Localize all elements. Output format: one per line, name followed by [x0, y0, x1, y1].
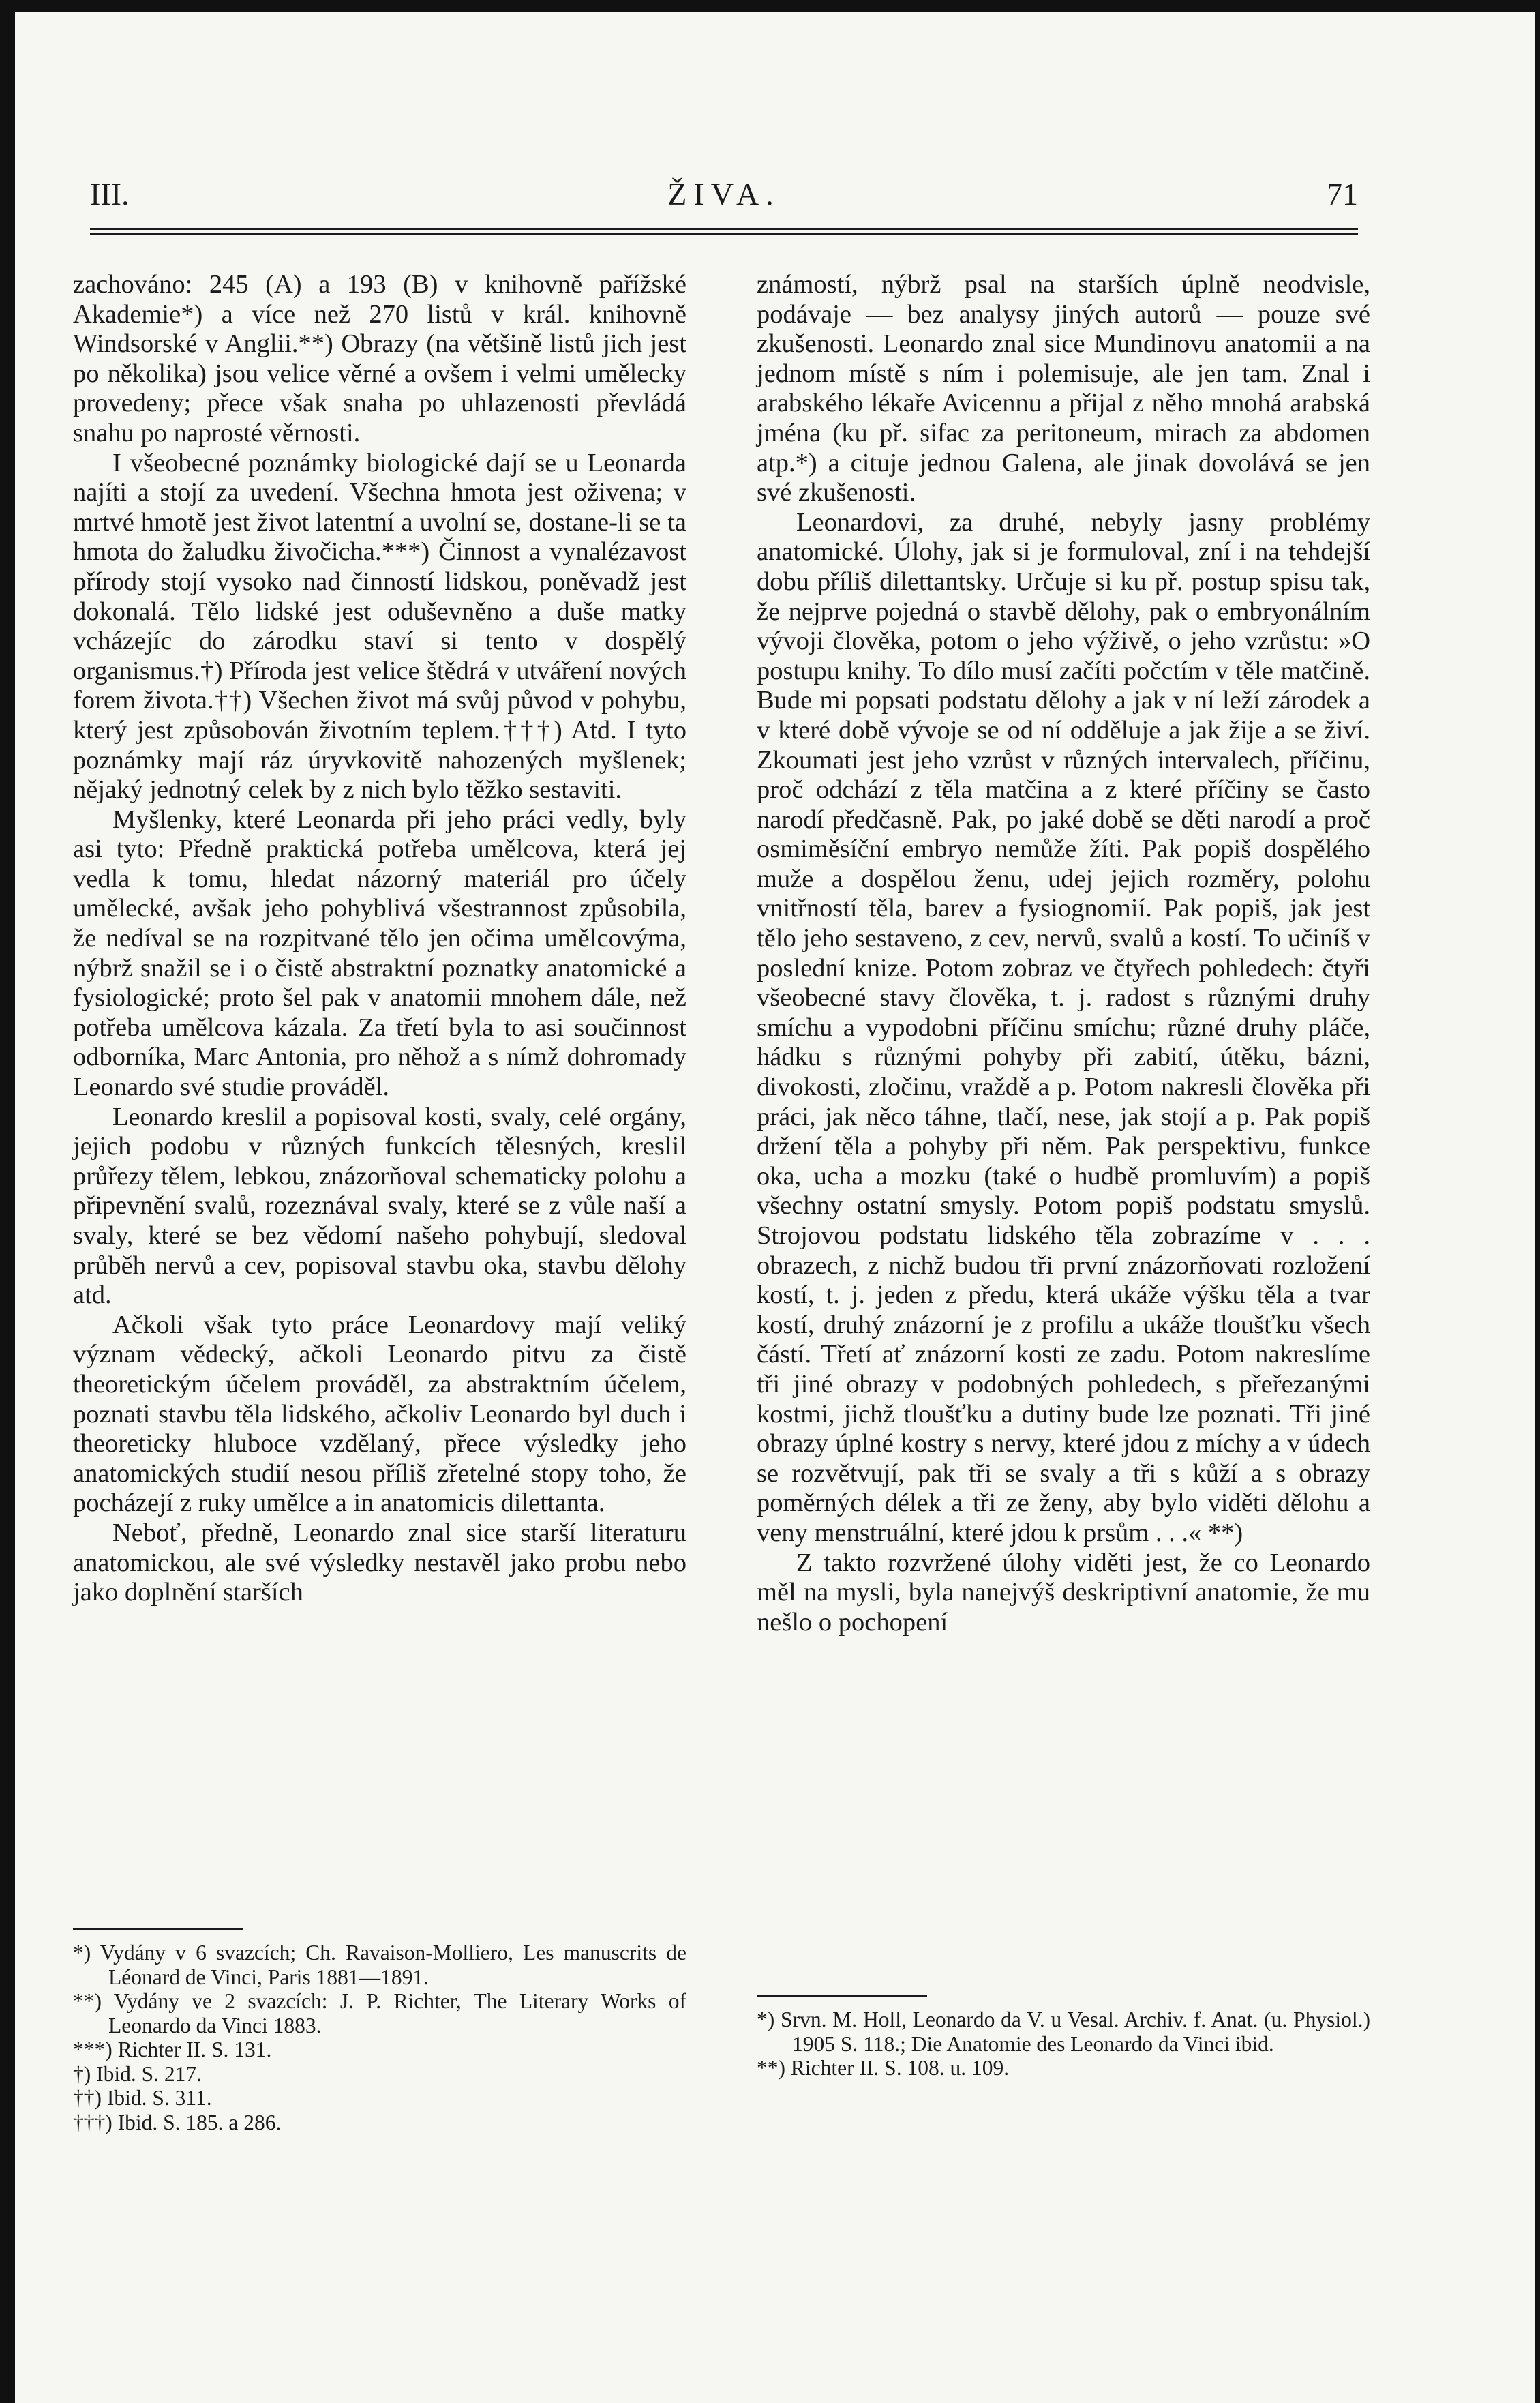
header-rule	[90, 233, 1358, 235]
paragraph: známostí, nýbrž psal na starších úplně neodvisle, podávaje — bez analysy jiných autorů — pouze své zkušenosti. Leonardo znal sice Mundinovu anatomii a na jednom místě s ním i polemisuje, ale jen tam. Znal i arabského lékaře Avicennu a přijal z něho mnohá arabská jména (ku př. sifac za peritoneum, mirach za abdomen atp.*) a cituje jednou Galena, ale jinak dovolává se jen své zkušenosti.	[757, 270, 1370, 507]
footnote: *) Srvn. M. Holl, Leonardo da V. u Vesal. Archiv. f. Anat. (u. Physiol.) 1905 S. 118.; Die Anatomie des Leonardo da Vinci ibid.	[757, 2008, 1370, 2056]
footnote-rule	[73, 1928, 243, 1930]
paragraph: Ačkoli však tyto práce Leonardovy mají veliký význam vědecký, ačkoli Leonardo pitvu za čistě theoretickým účelem prováděl, za abstraktním účelem, poznati stavbu těla lidského, ačkoliv Leonardo byl duch i theoreticky hluboce vzdělaný, přece výsledky jeho anatomických studií nesou příliš zřetelné stopy toho, že pocházejí z ruky umělce a in anatomicis dilettanta.	[73, 1310, 686, 1518]
left-column	[73, 270, 686, 1608]
footnote: *) Vydány v 6 svazcích; Ch. Ravaison-Molliero, Les manuscrits de Léonard de Vinci, Paris 1881—1891.	[73, 1941, 686, 1989]
footnote: †) Ibid. S. 217.	[73, 2061, 202, 2086]
paragraph: Z takto rozvržené úlohy viděti jest, že co Leonardo měl na mysli, byla nanejvýš deskriptivní anatomie, že mu nešlo o pochopení	[757, 1548, 1370, 1637]
paragraph: I všeobecné poznámky biologické dají se u Leonarda najíti a stojí za uvedení. Všechna hmota jest oživena; v mrtvé hmotě jest život latentní a uvolní se, dostane-li se ta hmota do žaludku živočicha.***) Činnost a vynalézavost přírody stojí vysoko nad činností lidskou, poněvadž jest dokonalá. Tělo lidské jest oduševněno a duše matky vcházejíc do zárodku staví si tento v dospělý organismus.†) Příroda jest velice štědrá v utváření nových forem života.††) Všechen život má svůj původ v pohybu, který jest způsobován životním teplem.†††) Atd. I tyto poznámky mají ráz úryvkovitě nahozených myšlenek; nějaký jednotný celek by z nich bylo těžko sestaviti.	[73, 448, 686, 805]
paragraph: Leonardovi, za druhé, nebyly jasny problémy anatomické. Úlohy, jak si je formuloval, zní i na tehdejší dobu příliš dilettantsky. Určuje si ku př. postup spisu tak, že nejprve pojedná o stavbě dělohy, pak o embryonálním vývoji člověka, potom o jeho výživě, o jeho vzrůstu: »O postupu knihy. To dílo musí začíti počctím v těle matčině. Bude mi popsati podstatu dělohy a jak v ní leží zárodek a v které době vývoje se od ní odděluje a jak žije a se živí. Zkoumati jest jeho vzrůst v různých intervalech, příčinu, proč odchází z těla matčina a z které příčiny se často narodí předčasně. Pak, po jaké době se děti narodí a proč osmiměsíční embryo nemůže žíti. Pak popiš dospělého muže a dospělou ženu, udej jejich rozměry, polohu vnitřností těla, barev a fysiognomií. Pak popiš, jak jest tělo jeho sestaveno, z cev, nervů, svalů a kostí. To učiníš v poslední knize. Potom zobraz ve čtyřech pohledech: čtyři všeobecné stavy člověka, t. j. radost s různými druhy smíchu a vypodobni příčinu smíchu; různé druhy pláče, hádku s různými pohyby při zabití, útěku, bázni, divokosti, zločinu, vraždě a p. Potom nakresli člověka při práci, jak něco táhne, tlačí, nese, jak stojí a p. Pak popiš držení těla a pohyby při něm. Pak perspektivu, funkce oka, ucha a mozku (také o hudbě promluvím) a popiš všechny ostatní smysly. Potom popiš podstatu smyslů. Strojovou podstatu lidského těla zobrazíme v . . . obrazech, z nichž budou tři první znázorňovati rozložení kostí, t. j. jeden z předu, která ukáže výšku těla a tvar kostí, druhý znázorní je z profilu a ukáže tloušťku všech částí. Třetí ať znázorní kosti ze zadu. Potom nakreslíme tři jiné obrazy v podobných pohledech, s přeřezanými kostmi, jichž tloušťku a dutiny bude lze poznati. Tři jiné obrazy úplné kostry s nervy, které jdou z míchy a v údech se rozvětvují, pak tři se svaly a tři s kůží a s obrazy poměrných délek a tři ze ženy, aby bylo viděti dělohu a veny menstruální, které jdou k prsům . . .« **)	[757, 507, 1370, 1547]
footnote: **) Vydány ve 2 svazcích: J. P. Richter, The Literary Works of Leonardo da Vinci 1883.	[73, 1989, 686, 2038]
paragraph: zachováno: 245 (A) a 193 (B) v knihovně pařížské Akademie*) a více než 270 listů v král. knihovně Windsorské v Anglii.**) Obrazy (na většině listů jich jest po několika) jsou velice věrné a ovšem i velmi umělecky provedeny; přece však snaha po uhlazenosti převládá snahu po naprosté věrnosti.	[73, 270, 686, 447]
footnote: ***) Richter II. S. 131.	[73, 2038, 272, 2061]
journal-title: ŽIVA.	[667, 177, 781, 211]
footnote: ††) Ibid. S. 311.	[73, 2086, 212, 2110]
running-header	[90, 176, 1358, 224]
paragraph: Leonardo kreslil a popisoval kosti, svaly, celé orgány, jejich podobu v různých funkcích tělesných, kreslil průřezy tělem, lebkou, znázorňoval schematicky polohu a připevnění svalů, rozeznával svaly, které se z vůle naší a svaly, které se bez vědomí našeho pohybují, sledoval průběh nervů a cev, popisoval stavbu oka, stavbu dělohy atd.	[73, 1102, 686, 1310]
footnote: **) Richter II. S. 108. u. 109.	[757, 2056, 1010, 2080]
footnote: †††) Ibid. S. 185. a 286.	[73, 2110, 282, 2134]
paragraph: Myšlenky, které Leonarda při jeho práci vedly, byly asi tyto: Předně praktická potřeba umělcova, která jej vedla k tomu, hledat názorný materiál pro účely umělecké, avšak jeho pohyblivá všestrannost způsobila, že nedíval se na rozpitvané tělo jen očima umělcovýma, nýbrž snažil se i o čistě abstraktní poznatky anatomické a fysiologické; proto šel pak v anatomii mnohem dále, než potřeba umělcova kázala. Za třetí byla to asi součinnost odborníka, Marc Antonia, pro něhož a s nímž dohromady Leonardo své studie prováděl.	[73, 805, 686, 1102]
left-footnotes	[73, 1941, 686, 2134]
volume-number: III.	[90, 177, 130, 211]
right-column	[757, 270, 1370, 1637]
page-number: 71	[1327, 177, 1358, 211]
page-scan	[15, 12, 1535, 2403]
header-rule	[90, 228, 1358, 230]
footnote-rule	[757, 1995, 927, 1997]
right-footnotes	[757, 2008, 1370, 2080]
paragraph: Neboť, předně, Leonardo znal sice starší literaturu anatomickou, ale své výsledky nestavěl jako probu nebo jako doplnění starších	[73, 1518, 686, 1607]
